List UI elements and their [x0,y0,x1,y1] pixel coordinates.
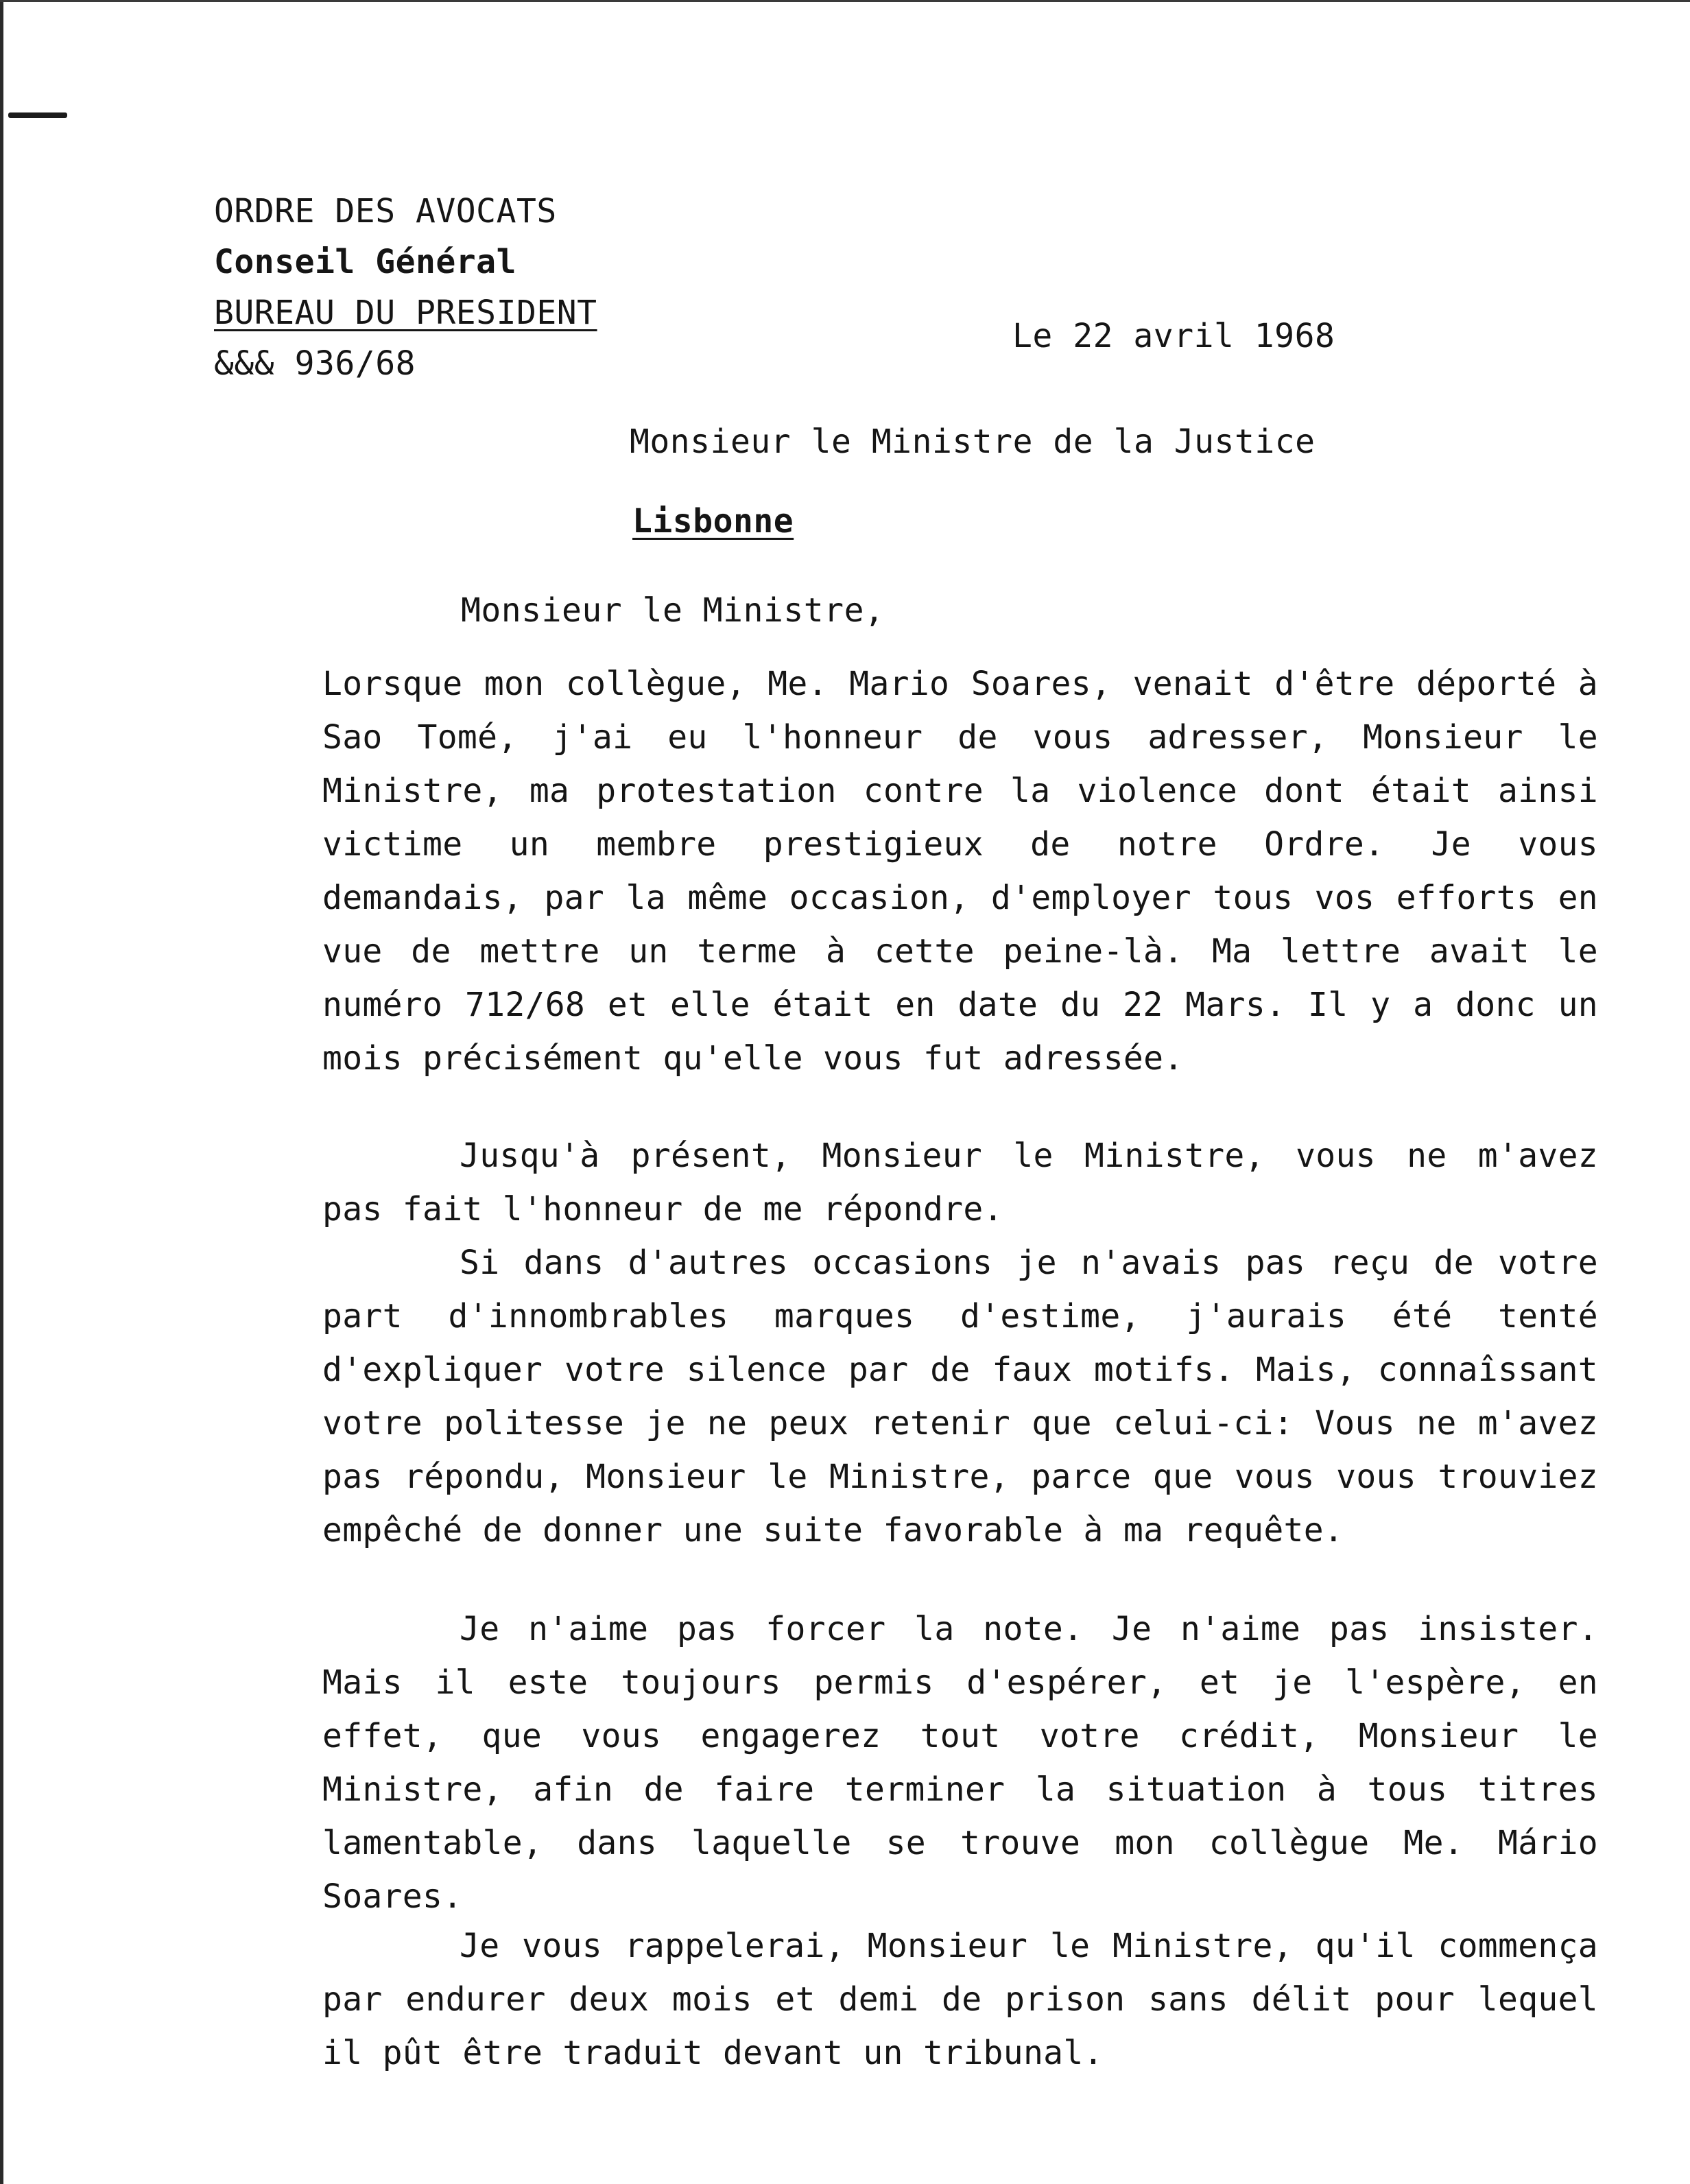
recipient-city: Lisbonne [632,502,794,541]
paragraph-5: Je vous rappelerai, Monsieur le Ministre, qu'il commença par endurer deux mois et demi de prison sans délit pour lequel il pût être traduit devant un tribunal. [322,1927,1598,2072]
salutation: Monsieur le Ministre, [461,591,885,630]
paragraph-2: Jusqu'à présent, Monsieur le Ministre, vous ne m'avez pas fait l'honneur de me répondre. [322,1137,1598,1228]
letter-date: Le 22 avril 1968 [1012,317,1335,355]
page-edge-top [0,0,1690,2]
paragraph-4: Je n'aime pas forcer la note. Je n'aime pas insister. Mais il este toujours permis d'espérer, et je l'espère, en effet, que vous engagerez tout votre crédit, Monsieur le Ministre, afin de faire terminer la situation à tous titres lamentable, dans laquelle se trouve mon collègue Me. Mário Soares. [322,1610,1598,1916]
paragraph-3: Si dans d'autres occasions je n'avais pas reçu de votre part d'innombrables marques d'estime, j'aurais été tenté d'expliquer votre silence par de faux motifs. Mais, connaîssant votre politesse je ne peux retenir que celui-ci: Vous ne m'avez pas répondu, Monsieur le Ministre, parce que vous vous trouviez empêché de donner une suite favorable à ma requête. [322,1244,1598,1550]
scan-mark [8,112,67,118]
letterhead-council: Conseil Général [214,243,516,281]
reference-number: &&& 936/68 [214,344,416,383]
paragraph-1: Lorsque mon collègue, Me. Mario Soares, venait d'être déporté à Sao Tomé, j'ai eu l'honneur de vous adresser, Monsieur le Ministre, ma protestation contre la violence dont était ainsi victime un membre prestigieux de notre Ordre. Je vous demandais, par la même occasion, d'employer tous vos efforts en vue de mettre un terme à cette peine-là. Ma lettre avait le numéro 712/68 et elle était en date du 22 Mars. Il y a donc un mois précisément qu'elle vous fut adressée. [322,665,1598,1078]
recipient-title: Monsieur le Ministre de la Justice [630,423,1316,461]
letterhead-org: ORDRE DES AVOCATS [214,192,557,230]
page-edge [0,0,3,2184]
letterhead-office: BUREAU DU PRESIDENT [214,294,597,332]
